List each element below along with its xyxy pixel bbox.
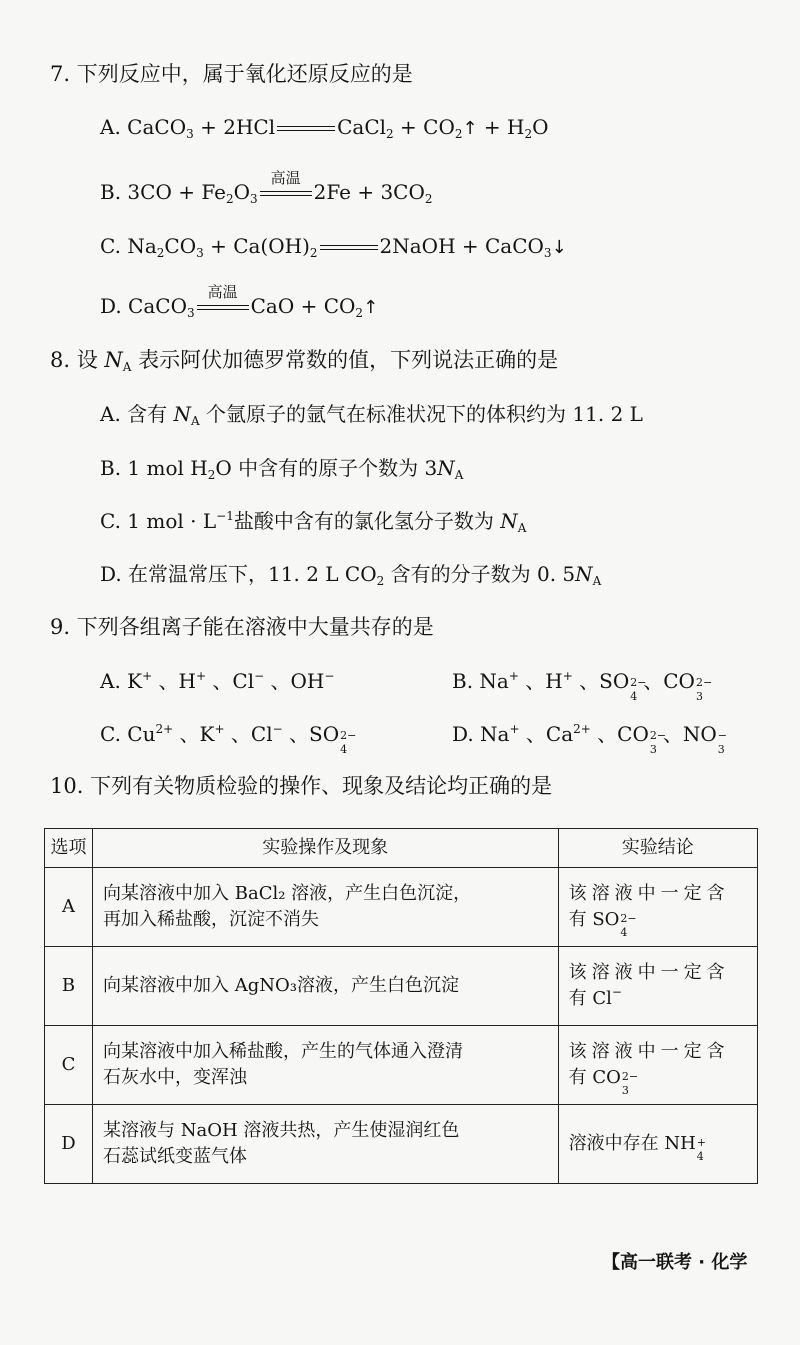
q9-option-b: B. Na+ 、H+ 、SO 2− 4 、CO 2− 3	[452, 669, 713, 703]
gas-up-arrow-icon: ↑	[363, 297, 379, 318]
row-operation: 向某溶液中加入 BaCl₂ 溶液，产生白色沉淀， 再加入稀盐酸，沉淀不消失	[93, 868, 559, 947]
experiment-table	[44, 828, 758, 1184]
q7-option-a: A. CaCO$_3$ + 2HCl CaCl$_2$ + $CO_2↑ + H_2O$	[100, 115, 549, 141]
q7-stem: 7. 下列反应中，属于氧化还原反应的是	[50, 62, 413, 86]
row-conclusion: 溶液中存在 NH + 4	[558, 1105, 757, 1184]
row-operation: 向某溶液中加入稀盐酸，产生的气体通入澄清 石灰水中，变浑浊	[93, 1026, 559, 1105]
q8-option-d: D. 在常温常压下，11. 2 L $CO_2$ 含有的分子数为 0. $5N_A$	[100, 562, 602, 588]
row-conclusion: 该溶液中一定含 有 CO 2− 3	[558, 1026, 757, 1105]
row-option: C	[45, 1026, 93, 1105]
row-option: B	[45, 947, 93, 1026]
equals-sign	[318, 238, 380, 258]
table-row	[45, 1026, 758, 1105]
table-row	[45, 868, 758, 947]
q8-option-c: C. 1 mol · $L^{-1}$盐酸中含有的氯化氢分子数为 $N_A$	[100, 509, 527, 535]
row-option: A	[45, 868, 93, 947]
q8-option-a: A. 含有 $N_A$ 个氩原子的氩气在标准状况下的体积约为 11. 2 L	[100, 402, 643, 428]
q8-option-b: B. 1 mol $H_2O$ 中含有的原子个数为 $3N_A$	[100, 456, 464, 482]
table-row	[45, 1105, 758, 1184]
q7-option-c: C. $Na_2CO_3 + Ca(OH)_2$ 2NaOH + CaCO$_3$↓	[100, 234, 567, 260]
row-conclusion: 该溶液中一定含 有 SO 2− 4	[558, 868, 757, 947]
row-operation: 向某溶液中加入 AgNO₃溶液，产生白色沉淀	[93, 947, 559, 1026]
table-row	[45, 947, 758, 1026]
condition-high-temp: 高温	[195, 298, 251, 318]
table-header-row	[45, 829, 758, 868]
footer-label: 【高一联考 · 化学	[602, 1252, 748, 1273]
q9-option-a: A. K+ 、H+ 、Cl− 、OH−	[100, 669, 335, 693]
q9-option-c: C. $Cu^{2+}$ 、K+ 、Cl− 、SO 2− 4	[100, 722, 357, 756]
q8-stem: 8. 设 $N_A$ 表示阿伏加德罗常数的值，下列说法正确的是	[50, 348, 559, 374]
q7-option-d: D. CaCO$_3$ 高温 CaO + $CO_2↑$	[100, 282, 379, 320]
row-operation: 某溶液与 NaOH 溶液共热，产生使湿润红色 石蕊试纸变蓝气体	[93, 1105, 559, 1184]
row-option: D	[45, 1105, 93, 1184]
precipitate-down-arrow-icon: ↓	[551, 237, 567, 258]
header-option: 选项	[45, 829, 93, 868]
equals-sign	[275, 119, 337, 139]
header-operation: 实验操作及现象	[93, 829, 559, 868]
q7-option-b: B. $3CO + Fe_2O_3$ 高温 $2Fe + 3CO_2$	[100, 168, 433, 206]
header-conclusion: 实验结论	[558, 829, 757, 868]
row-conclusion: 该溶液中一定含 有 Cl−	[558, 947, 757, 1026]
q10-stem: 10. 下列有关物质检验的操作、现象及结论均正确的是	[50, 774, 553, 798]
gas-up-arrow-icon: ↑	[462, 118, 478, 139]
q9-stem: 9. 下列各组离子能在溶液中大量共存的是	[50, 615, 434, 639]
q9-option-d: D. Na+ 、$Ca^{2+}$ 、CO 2− 3 、NO − 3	[452, 722, 728, 756]
condition-high-temp: 高温	[258, 184, 314, 204]
